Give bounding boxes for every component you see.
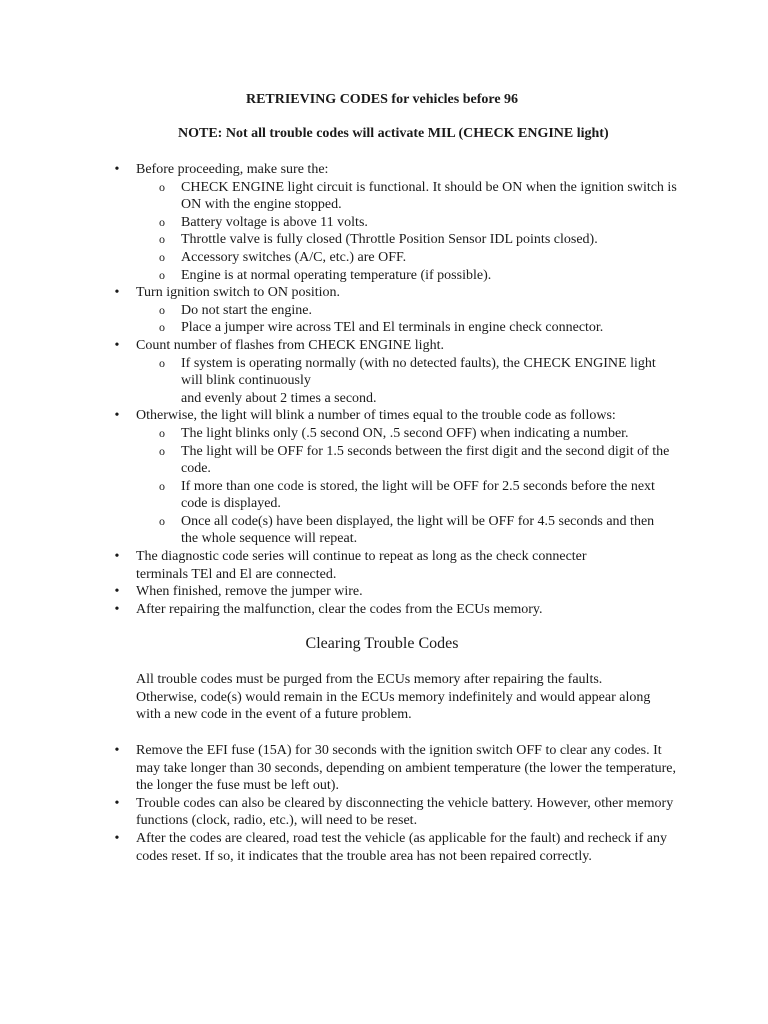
list-item-text: Before proceeding, make sure the: [136, 162, 329, 177]
list-item [0, 601, 676, 619]
sub-item-text: and evenly about 2 times a second. [181, 390, 377, 406]
list-item [0, 407, 676, 548]
list-item [0, 830, 676, 865]
circle-bullet-icon: o [159, 302, 165, 317]
circle-bullet-icon: o [159, 443, 165, 458]
sub-item-text: CHECK ENGINE light circuit is functional. It should be ON when the ignition switch is ON with the engine stopped. [181, 179, 677, 213]
sub-item-text: Do not start the engine. [181, 302, 313, 318]
bullet-icon: • [114, 795, 120, 811]
bullet-icon: • [114, 162, 120, 177]
bullet-icon: • [114, 743, 120, 758]
sub-list-item [159, 302, 681, 320]
sub-list [136, 355, 676, 408]
sub-list-item [159, 179, 681, 214]
circle-bullet-icon: o [159, 232, 165, 247]
sub-list-item [159, 267, 681, 285]
sub-list [136, 302, 676, 337]
bullet-icon: • [114, 584, 120, 600]
section-heading: Clearing Trouble Codes [305, 635, 459, 652]
retrieving-steps-list [0, 161, 768, 618]
circle-bullet-icon: o [159, 214, 165, 229]
list-item-text: After the codes are cleared, road test the vehicle (as applicable for the fault) and recheck if any codes reset. If so, it indicates that the trouble area has not been repaired correctly. [136, 830, 667, 864]
list-item [0, 284, 676, 337]
list-item-text: The diagnostic code series will continue to repeat as long as the check connecter terminals TEl and El are connected. [136, 549, 587, 582]
note-line: NOTE: Not all trouble codes will activate MIL (CHECK ENGINE light) [178, 126, 609, 141]
circle-bullet-icon: o [159, 249, 165, 264]
circle-bullet-icon: o [159, 478, 165, 493]
sub-item-text: Engine is at normal operating temperature (if possible). [181, 267, 492, 283]
document-title: RETRIEVING CODES for vehicles before 96 [245, 92, 519, 107]
list-item [0, 548, 616, 583]
clearing-steps-list [0, 742, 768, 865]
circle-bullet-icon: o [159, 179, 165, 194]
bullet-icon: • [114, 601, 120, 617]
circle-bullet-icon: o [159, 513, 165, 528]
list-item [0, 583, 676, 601]
circle-bullet-icon: o [159, 355, 165, 370]
circle-bullet-icon: o [159, 425, 165, 440]
sub-item-text: Accessory switches (A/C, etc.) are OFF. [181, 249, 407, 265]
list-item-text: When finished, remove the jumper wire. [136, 584, 363, 600]
sub-item-text: Place a jumper wire across TEl and El terminals in engine check connector. [181, 320, 604, 336]
sub-list-item [159, 425, 681, 443]
bullet-icon: • [114, 830, 120, 846]
sub-item-text: If system is operating normally (with no detected faults), the CHECK ENGINE light will blink continuously [181, 355, 656, 389]
sub-item-text: Once all code(s) have been displayed, the light will be OFF for 4.5 seconds and then the whole sequence will repeat. [181, 513, 655, 547]
sub-item-text: Battery voltage is above 11 volts. [181, 214, 368, 230]
bullet-icon: • [114, 285, 120, 301]
circle-bullet-icon: o [159, 267, 165, 282]
circle-bullet-icon: o [159, 320, 165, 335]
bullet-icon: • [114, 408, 120, 424]
list-item-text: Otherwise, the light will blink a number of times equal to the trouble code as follows: [136, 408, 616, 424]
list-item [0, 161, 676, 284]
sub-item-text: The light blinks only (.5 second ON, .5 second OFF) when indicating a number. [181, 425, 629, 441]
list-item-text: After repairing the malfunction, clear the codes from the ECUs memory. [136, 601, 543, 617]
sub-item-text: Throttle valve is fully closed (Throttle Position Sensor IDL points closed). [181, 232, 598, 248]
bullet-icon: • [114, 337, 120, 353]
sub-list-item [159, 319, 681, 337]
sub-list-item [159, 513, 666, 548]
sub-list-item [159, 478, 666, 513]
sub-list [136, 425, 676, 548]
list-item [0, 742, 676, 795]
sub-list [136, 179, 676, 285]
sub-item-text: The light will be OFF for 1.5 seconds between the first digit and the second digit of the code. [181, 443, 670, 477]
list-item-text: Turn ignition switch to ON position. [136, 285, 341, 301]
list-item [0, 795, 676, 830]
sub-list-item [159, 355, 671, 390]
sub-list-item [159, 443, 673, 478]
list-item-text: Trouble codes can also be cleared by disconnecting the vehicle battery. However, other memory functions (clock, radio, etc.), will need to be reset. [136, 795, 674, 829]
sub-list-item [159, 231, 681, 249]
list-item [0, 337, 676, 407]
intro-paragraph: All trouble codes must be purged from the ECUs memory after repairing the faults. Otherwise, code(s) would remain in the ECUs memory indefinitely and would appear along with a new code in the event of a future problem. [136, 672, 651, 723]
sub-list-item [159, 214, 681, 232]
sub-list-continuation [181, 390, 681, 408]
list-item-text: Count number of flashes from CHECK ENGINE light. [136, 337, 444, 353]
list-item-text: Remove the EFI fuse (15A) for 30 seconds with the ignition switch OFF to clear any codes. It may take longer than 30 seconds, depending on ambient temperature (the lower the temperature, the longer the fuse must be left out). [136, 743, 676, 794]
sub-list-item [159, 249, 681, 267]
bullet-icon: • [114, 549, 120, 565]
sub-item-text: If more than one code is stored, the light will be OFF for 2.5 seconds before the next code is displayed. [181, 478, 655, 512]
